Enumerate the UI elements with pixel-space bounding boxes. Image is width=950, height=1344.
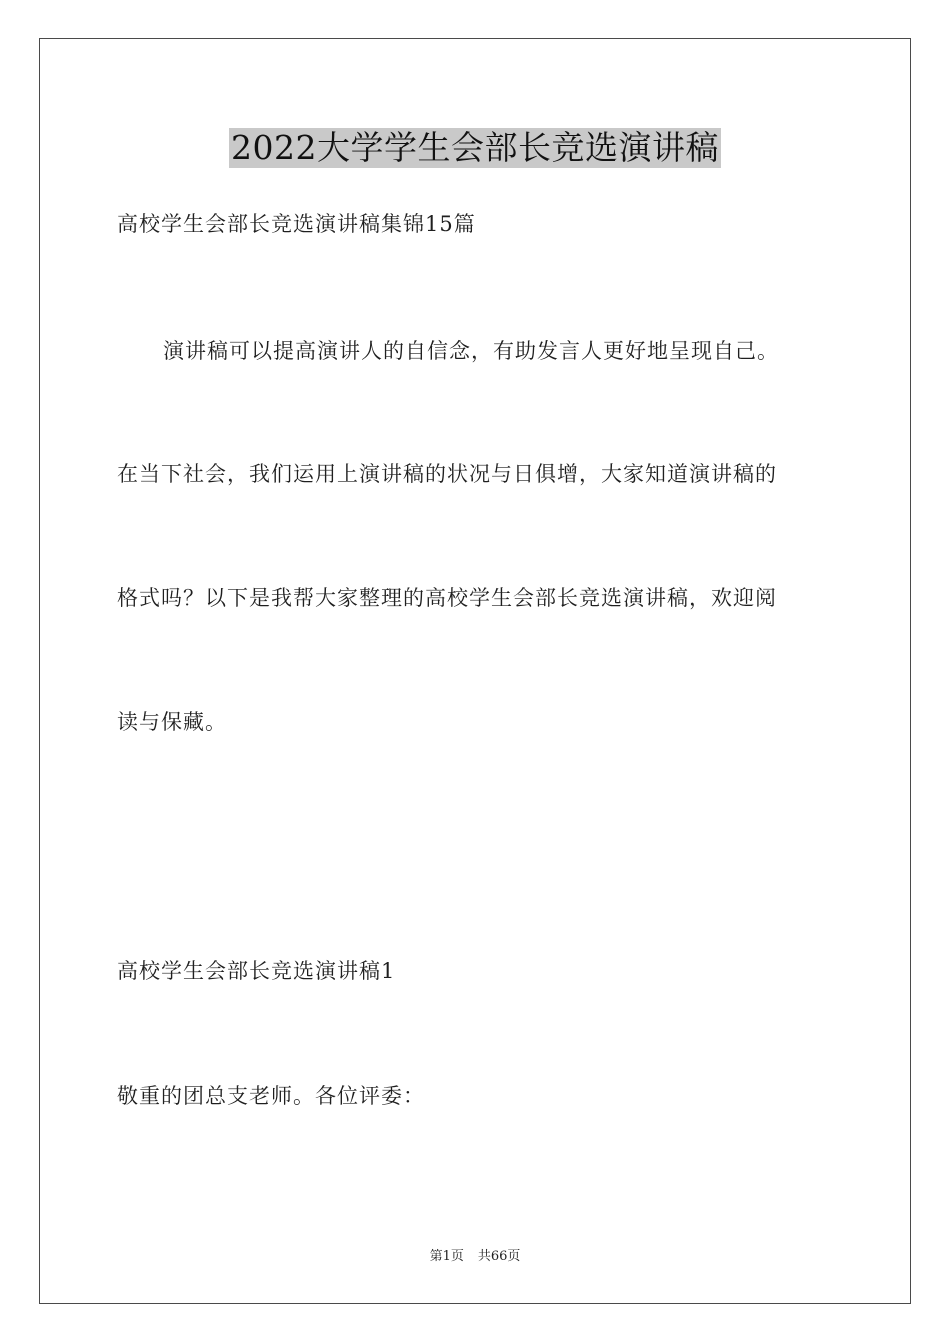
salutation: 敬重的团总支老师。各位评委：: [117, 1084, 425, 1108]
document-subtitle: 高校学生会部长竞选演讲稿集锦15篇: [117, 212, 476, 236]
page-footer: [0, 1248, 950, 1266]
intro-line-1: 演讲稿可以提高演讲人的自信念，有助发言人更好地呈现自己。: [163, 339, 779, 363]
section-heading: 高校学生会部长竞选演讲稿1: [117, 959, 396, 983]
intro-line-4: 读与保藏。: [117, 710, 227, 734]
intro-line-3: 格式吗？以下是我帮大家整理的高校学生会部长竞选演讲稿，欢迎阅: [117, 586, 777, 610]
page-number: 第1页: [429, 1249, 464, 1264]
page-total: 共66页: [477, 1249, 521, 1264]
intro-line-2: 在当下社会，我们运用上演讲稿的状况与日俱增，大家知道演讲稿的: [117, 462, 777, 486]
document-title: 2022大学学生会部长竞选演讲稿: [231, 128, 719, 167]
document-title-container: [0, 128, 950, 168]
